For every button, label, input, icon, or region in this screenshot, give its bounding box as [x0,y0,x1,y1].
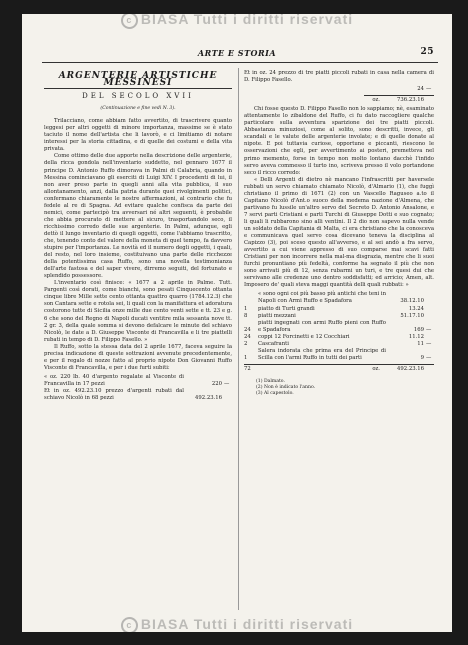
sum-line [244,364,434,365]
ledger-total: 72 oz. 492.23.16 [244,365,424,372]
right-ledger [244,291,434,373]
article-title: ARGENTERIE ARTISTICHE MESSINESI [44,73,232,89]
continuation-note: (Continuazione e fine vedi N. 3). [100,106,176,112]
ledger-row: 24 coppi 12 Forcinetti e 12 Cocchiari 11.12 [244,333,424,340]
paragraph: Il Ruffo, sotto la stessa data del 2 aprile 1677, faceva seguire la precisa indicazione di queste sottrazioni avvenute precedentemente, e per il regalo di nozze fatto al proprio nipote Don Giovanni Ruffo Visconte di Francavilla, e per i due furti subiti: [44,343,232,371]
copyright-icon: c [121,14,138,29]
copyright-icon: c [121,617,138,632]
scanned-page [22,14,452,632]
article-subtitle: DEL SECOLO XVII [82,92,194,101]
ledger-row: « oz. 220 lb. 40 d'argento regalate al Visconte di Francavilla in 17 pezzi 220 — [44,373,230,387]
paragraph: L'inventario così finisce: « 1677 a 2 aprile in Palme. Tutt. Pargenti così dorati, come bianchi, sono pesati Cinquecento ottanta cinque libre Mille sette cento ottanta quattro quarro (1784.12.3) che son Cantara sette e rotola sei, li quali con la manifattura et adoratura costorono tutte di Sicilia onze mille due cento venti sette e tt. 23 e g. 6 che sono del Regno di Napoli ducati ventitre mila sessanta nove tt. 2 gr. 3, della quale somma si devono defalcare le minute del schiavo Nicolò, le date a D. Giuseppe Visconte di Francavilla e li tre piattelli rubati in tempo di D. Filippo Fasello. » [44,280,232,343]
footnote: (2) Non è indicato l'anno. [256,384,316,390]
ledger-row: 8 piatti mezzani 51.17.10 [244,312,424,319]
right-top-ledger [244,86,434,104]
ledger-row: 2 Cascafranti 11 — [244,340,432,347]
page-number: 25 [420,47,434,57]
sum-line [364,95,434,96]
paragraph: Et in oz. 24 prezzo di tre piatti piccoli rubati in casa nella camera di D. Filippo Fasello. [244,70,434,84]
left-column [44,70,232,610]
right-column [244,70,434,610]
footnote: (3) Al capestolo. [256,390,294,396]
watermark-top: c BIASA Tutti i diritti riservati [22,14,452,29]
header-rule [42,62,438,63]
running-title: ARTE E STORIA [197,48,277,58]
ledger-row: 24 — [417,86,432,93]
ledger-row: Et in oz. 492.23.10 prezzo d'argenti rubati dal schiavo Nicolò in 68 pezzi 492.23.16 [44,387,222,402]
ledger-row: 1 piatto di Turti grandi 13.24 [244,305,424,312]
ledger-row: « sono ogni coi più basso più antichi che teni in Napoli con Armi Ruffo e Spadafora 38.12.10 [258,291,424,305]
footnotes [244,379,434,397]
ledger-row: 24 piatti ingegnati con armi Ruffo pieni con Ruffo e Spadafora 169 — [244,319,432,333]
running-header [22,48,452,62]
watermark-bottom: c BIASA Tutti i diritti riservati [22,616,452,632]
paragraph: Trilacciano, come abbiam fatto avvertito, di trascrivere quanto leggesi per altri oggetti di minore importanza, massime se è stato taciuto il nome dell'artista che li lavorò, e ci limitiamo di notare interessi per la storia cittadina, e di quelle dei costumi e della vita privata. [44,118,232,153]
left-ledger [44,374,232,402]
ledger-row: oz. 736.23.16 [372,97,424,104]
ledger-row: 1 Salera indorata che prima era del Principe di Scilla con l'armi Ruffo in tutti dei parti 9 — [244,347,432,361]
paragraph: « Delli Argenti di dietro nè mancano l'infrascritti per haversele rubbati un servo chiamato chiamato Nicolò, d'Almario (1), che fuggì christiano il primo di 1671 (2) con un Vascello Raguseo a.to il Capitano Nicolò d'Ant.o suoco della medema nazione d'Almena, che partivano fu lussile un'altro servo del Secreto D. Antonio Ansalone, e 7 servi parti Cristiani e parti Turchi di Giuseppe Dotti e suo cognato; li quali li rubbarono sino alli ventini. Il 2 dio non sapevo nulla vende un soldato della Capitania di Malta, ci era christiano che la conosceva e communicava quel servo cosa dicevano teneva la disciplina al Capizzo (3), poi sceso questo all'avverso, e al sei andò a fra servo, avvertito a cui viene appresso di suo comparse mai scavi fatti Cristiani per non incorrere nella mal-ma disgrazia, mentre che li suoi furchi pronuntiano più fedeltà, conforme ha segnato il più che non sono arrivati più di 12, senza rubarmi un turi, e tre quesi dui che servivano alle credenze uno dentro soddisfatti; ed arricio; Amen, alt. Imposero de' quali steva maggi quantità delli quali rubbati: » [244,176,434,289]
paragraph: Come ottimo delle due apporte nella descrizione delle argenterie, della ricca gondola nell'inventario suddetto, nel gennaro 1677 il principe D. Antonio Ruffo dimorava in Palmi di Calabria, quando in Messina cominciavano gli eserciti di Luigi XIV. I procedenti di lui, il non aver preso parte in quegli anni alla vita pubblica, il suo allontanamento, anzi, dalla patria durante quei rivolgimenti politici, confermano chiaramente le nostre affermazioni, al contrario che fu fedele al re di Spagna. Ad evitare qualche confisca da parte dei nemici, come partecipò tra avversari né altri seguenti, è probabile che abbia procurato di mettere al sicuro, trasportandolo seco, il ricchissimo corredo delle sue argenterie. In Palmi, adunque, egli dettò il lungo inventario di quegli oggetti, come l'abbiamo trascritto, che, tenendo conto del valore della moneta di quel tempo, fa davvero stupire per l'importanza. Le novità ed il numero degli oggetti, i quali, del resto, nel loro insieme, costituivano una parte delle ricchezze della potentissima casa Ruffo, sono una novella testimonianza dell'arte fastosa e del saper vivere, dirremo seguiti, del fortunato e splendido possessore. [44,153,232,280]
column-divider [238,68,239,610]
footnote: (1) Dalmato. [256,378,285,384]
paragraph: Chi fosse questo D. Filippo Fasello non lo sappiamo; nè, esaminato attentamente lo zibaldone del Ruffo, ci fu dato raccogliere qualche particolare sulla avventura sparizione dei tre piatti piccoli. Abbastanza minuziosi, come al solito, sono descritti, invece, gli scandali e le valute delle argenterie involate; e di quelle donate al nipote. E poi tuttavia curiose, opportune e piccanti, riescono le osservazioni che egli, per avvertimento ai posteri, premetteva nel primo memento, forse in tempo non molto lontano dacchè l'infido servo aveva commesso il turto ino, scriveva presso il volo portandone seco il ricco corredo: [244,106,434,176]
